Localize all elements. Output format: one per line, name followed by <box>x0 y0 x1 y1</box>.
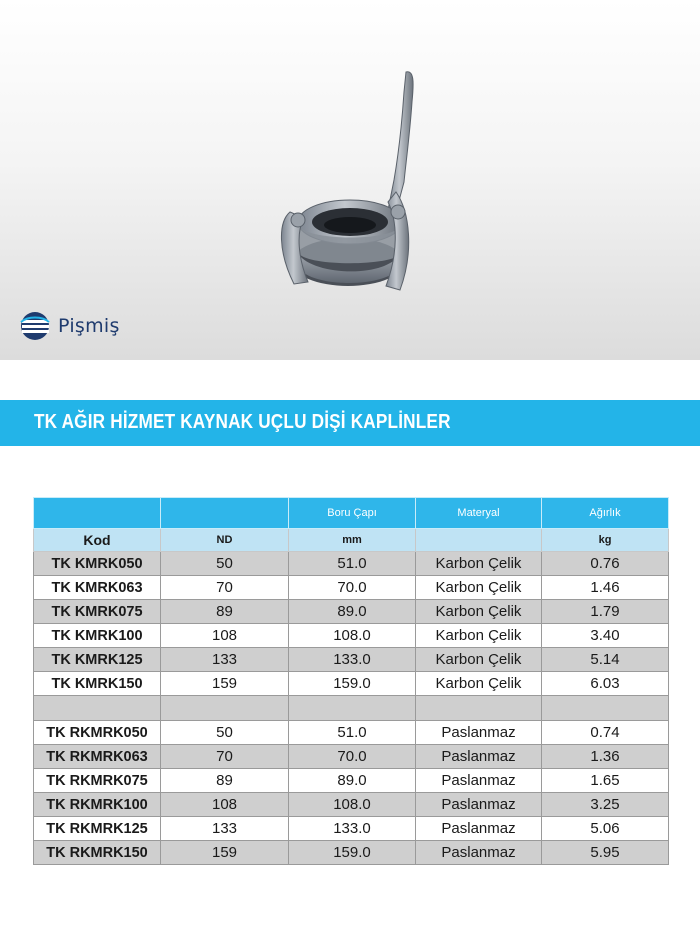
table-row <box>34 648 669 672</box>
cell-nd: 133 <box>161 648 289 672</box>
cell-mm: 51.0 <box>289 721 416 745</box>
cell-nd: 159 <box>161 841 289 865</box>
cell-mm: 70.0 <box>289 745 416 769</box>
cell-kg: 0.76 <box>542 552 669 576</box>
table-spacer-row <box>34 696 669 721</box>
header-nd: ND <box>161 529 289 552</box>
cell-code: TK RKMRK075 <box>34 769 161 793</box>
cell-mm: 133.0 <box>289 817 416 841</box>
cell-code: TK RKMRK063 <box>34 745 161 769</box>
table-row <box>34 624 669 648</box>
cell-code: TK RKMRK100 <box>34 793 161 817</box>
cell-kg: 5.06 <box>542 817 669 841</box>
cell-nd: 133 <box>161 817 289 841</box>
table-row <box>34 721 669 745</box>
spec-table <box>33 497 669 865</box>
table-row <box>34 576 669 600</box>
table-row <box>34 841 669 865</box>
cell-nd: 108 <box>161 793 289 817</box>
header-cell <box>416 529 542 552</box>
cell-material: Paslanmaz <box>416 745 542 769</box>
cell-material: Karbon Çelik <box>416 552 542 576</box>
cell-mm: 89.0 <box>289 769 416 793</box>
brand-logo <box>20 309 120 343</box>
pismis-logo-icon <box>20 311 50 341</box>
cell-mm: 108.0 <box>289 624 416 648</box>
cell-kg: 1.65 <box>542 769 669 793</box>
cell-mm: 108.0 <box>289 793 416 817</box>
cell-nd: 70 <box>161 745 289 769</box>
cell-material: Paslanmaz <box>416 793 542 817</box>
header-materyal: Materyal <box>416 498 542 529</box>
cell-material: Paslanmaz <box>416 817 542 841</box>
table-row <box>34 817 669 841</box>
spacer-cell <box>542 696 669 721</box>
cell-code: TK KMRK050 <box>34 552 161 576</box>
cell-code: TK KMRK063 <box>34 576 161 600</box>
cell-code: TK RKMRK125 <box>34 817 161 841</box>
spacer-cell <box>289 696 416 721</box>
spacer-cell <box>34 696 161 721</box>
spacer-cell <box>416 696 542 721</box>
title-banner <box>0 400 700 446</box>
cell-mm: 133.0 <box>289 648 416 672</box>
table-header-bottom <box>34 529 669 552</box>
cell-code: TK RKMRK150 <box>34 841 161 865</box>
cell-code: TK KMRK150 <box>34 672 161 696</box>
cell-mm: 70.0 <box>289 576 416 600</box>
cell-kg: 1.46 <box>542 576 669 600</box>
cell-code: TK KMRK075 <box>34 600 161 624</box>
cell-kg: 5.95 <box>542 841 669 865</box>
cell-nd: 159 <box>161 672 289 696</box>
coupling-image <box>268 62 428 302</box>
cell-nd: 89 <box>161 600 289 624</box>
cell-material: Karbon Çelik <box>416 600 542 624</box>
brand-name: Pişmiş <box>58 315 120 337</box>
cell-nd: 89 <box>161 769 289 793</box>
header-kod: Kod <box>34 529 161 552</box>
cell-material: Paslanmaz <box>416 769 542 793</box>
header-boru-capi: Boru Çapı <box>289 498 416 529</box>
cell-material: Karbon Çelik <box>416 672 542 696</box>
header-mm: mm <box>289 529 416 552</box>
cell-material: Paslanmaz <box>416 841 542 865</box>
cell-material: Paslanmaz <box>416 721 542 745</box>
cell-material: Karbon Çelik <box>416 648 542 672</box>
cell-mm: 159.0 <box>289 672 416 696</box>
cell-kg: 5.14 <box>542 648 669 672</box>
cell-mm: 89.0 <box>289 600 416 624</box>
cell-code: TK KMRK125 <box>34 648 161 672</box>
table-row <box>34 600 669 624</box>
cell-kg: 1.36 <box>542 745 669 769</box>
cell-kg: 3.25 <box>542 793 669 817</box>
table-row <box>34 745 669 769</box>
cell-code: TK KMRK100 <box>34 624 161 648</box>
header-cell <box>34 498 161 529</box>
cell-mm: 159.0 <box>289 841 416 865</box>
cell-nd: 50 <box>161 552 289 576</box>
table-row <box>34 769 669 793</box>
cell-nd: 50 <box>161 721 289 745</box>
header-kg: kg <box>542 529 669 552</box>
cell-nd: 70 <box>161 576 289 600</box>
header-cell <box>161 498 289 529</box>
cell-kg: 6.03 <box>542 672 669 696</box>
page-title: TK AĞIR HİZMET KAYNAK UÇLU DİŞİ KAPLİNLER <box>34 411 451 433</box>
header-agirlik: Ağırlık <box>542 498 669 529</box>
table-row <box>34 672 669 696</box>
cell-kg: 3.40 <box>542 624 669 648</box>
cell-mm: 51.0 <box>289 552 416 576</box>
cell-kg: 0.74 <box>542 721 669 745</box>
cell-kg: 1.79 <box>542 600 669 624</box>
cell-material: Karbon Çelik <box>416 624 542 648</box>
cell-nd: 108 <box>161 624 289 648</box>
product-hero <box>0 0 700 360</box>
cell-code: TK RKMRK050 <box>34 721 161 745</box>
spacer-cell <box>161 696 289 721</box>
table-header-top <box>34 498 669 529</box>
cell-material: Karbon Çelik <box>416 576 542 600</box>
table-row <box>34 552 669 576</box>
table-row <box>34 793 669 817</box>
